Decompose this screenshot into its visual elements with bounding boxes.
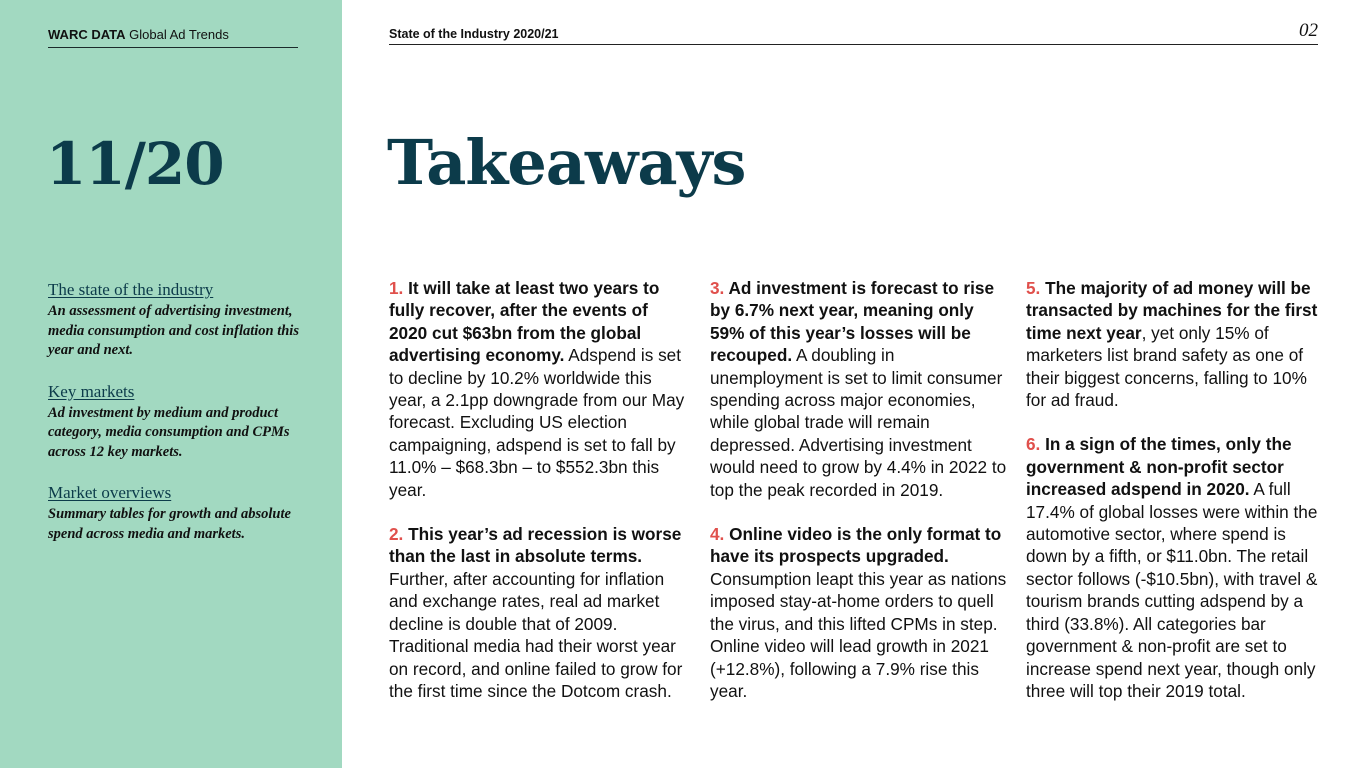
takeaway-3	[710, 277, 1010, 501]
toc-link-state-of-industry[interactable]: The state of the industry	[48, 280, 214, 299]
takeaway-lead: This year’s ad recession is worse than the last in absolute terms.	[389, 524, 682, 567]
takeaway-body: Further, after accounting for inflation and exchange rates, real ad market decline is double that of 2009. Traditional media had their worst year on record, and online failed to grow for the first time since the Dotcom crash.	[389, 568, 683, 701]
header-title: State of the Industry 2020/21	[389, 27, 559, 41]
column-3	[1026, 277, 1326, 724]
takeaway-body: , yet only 15% of marketers list brand safety as one of their biggest concerns, falling to 10% for ad fraud.	[1026, 322, 1307, 411]
takeaway-lead: Online video is the only format to have its prospects upgraded.	[710, 524, 1002, 567]
table-of-contents	[48, 280, 318, 565]
takeaway-lead: In a sign of the times, only the government & non-profit sector increased adspend in 2020.	[1026, 434, 1292, 500]
toc-desc: An assessment of advertising investment, media consumption and cost inflation this year and next.	[48, 303, 299, 358]
takeaway-lead: Ad investment is forecast to rise by 6.7% next year, meaning only 59% of this year’s losses will be recouped.	[710, 278, 995, 366]
page-number: 02	[1299, 20, 1318, 41]
takeaway-1	[389, 277, 689, 501]
takeaway-lead: The majority of ad money will be transacted by machines for the first time next year	[1026, 278, 1318, 343]
takeaway-6	[1026, 433, 1326, 702]
takeaway-number: 3.	[710, 278, 725, 298]
page-header	[389, 20, 1318, 45]
takeaway-2	[389, 523, 689, 702]
brand-label	[48, 27, 298, 48]
toc-desc: Ad investment by medium and product category, media consumption and CPMs across 12 key markets.	[48, 404, 290, 460]
toc-link-key-markets[interactable]: Key markets	[48, 381, 135, 401]
takeaway-body: A doubling in unemployment is set to limit consumer spending across major economies, while global trade will remain depressed. Advertising investment would need to grow by 4.4% in 2022 to top the peak recorded in 2019.	[710, 345, 1007, 500]
takeaway-number: 6.	[1026, 434, 1041, 455]
issue-date: 11/20	[46, 130, 224, 198]
takeaway-number: 2.	[389, 524, 404, 545]
takeaway-number: 4.	[710, 524, 725, 545]
takeaway-5	[1026, 277, 1326, 411]
toc-item-market-overviews	[48, 483, 318, 544]
toc-link-market-overviews[interactable]: Market overviews	[48, 483, 172, 502]
takeaway-body: Consumption leapt this year as nations imposed stay-at-home orders to quell the virus, and this lifted CPMs in step. Online video will lead growth in 2021 (+12.8%), following a 7.9% rise this year.	[710, 568, 1007, 701]
column-1	[389, 277, 689, 724]
toc-item-state-of-industry	[48, 280, 318, 361]
toc-desc: Summary tables for growth and absolute spend across media and markets.	[48, 506, 291, 542]
takeaway-number: 5.	[1026, 278, 1041, 298]
takeaway-4	[710, 523, 1010, 702]
page-title: Takeaways	[387, 126, 746, 199]
column-2	[710, 277, 1010, 724]
brand-rest: Global Ad Trends	[125, 27, 229, 42]
takeaway-lead: It will take at least two years to fully recover, after the events of 2020 cut $63bn from the global advertising economy.	[389, 278, 660, 366]
sidebar	[0, 0, 342, 768]
toc-item-key-markets	[48, 382, 318, 463]
brand-bold: WARC DATA	[48, 27, 126, 42]
takeaway-body: Adspend is set to decline by 10.2% worldwide this year, a 2.1pp downgrade from our May forecast. Excluding US election campaigning, adspend is set to fall by 11.0% – $68.3bn – to $552.3bn this year.	[389, 345, 685, 500]
takeaway-number: 1.	[389, 278, 404, 298]
takeaway-body: A full 17.4% of global losses were within the automotive sector, where spend is down by a fifth, or $11.0bn. The retail sector follows (-$10.5bn), with travel & tourism brands cutting adspend by a third (33.8%). All categories bar government & non-profit are set to increase spend next year, though only three will top their 2019 total.	[1026, 479, 1318, 701]
